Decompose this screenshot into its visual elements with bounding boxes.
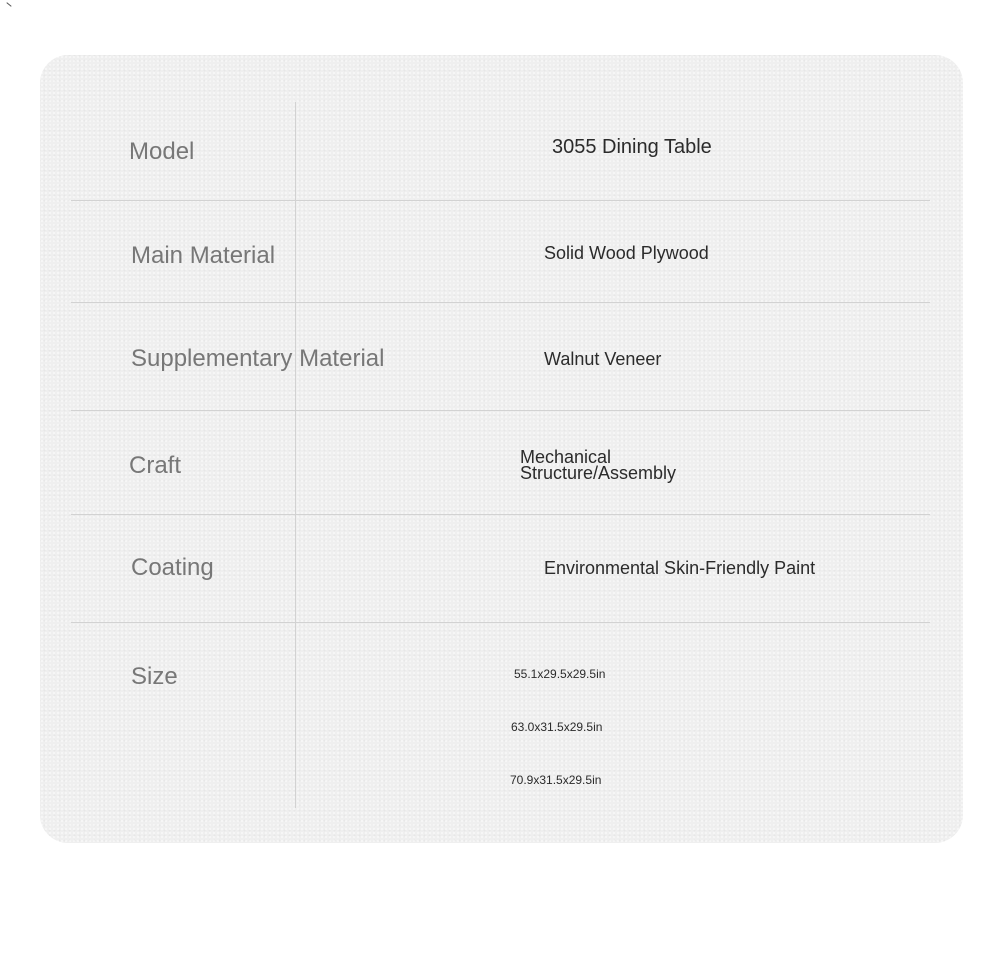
size-label: Size	[131, 663, 178, 690]
row-divider	[71, 302, 930, 303]
size-option: 63.0x31.5x29.5in	[511, 720, 603, 734]
coating-value: Environmental Skin-Friendly Paint	[544, 558, 816, 578]
craft-value	[520, 449, 676, 481]
supplementary-material-label: Supplementary Material	[131, 345, 385, 372]
row-divider	[71, 410, 930, 411]
coating-label: Coating	[131, 554, 214, 581]
corner-tick-mark	[6, 2, 11, 7]
spec-card	[40, 55, 963, 843]
main-material-value: Solid Wood Plywood	[544, 243, 709, 263]
craft-value-line-1: Mechanical	[520, 447, 612, 467]
column-divider	[295, 102, 296, 808]
row-divider	[71, 514, 930, 515]
model-label: Model	[129, 138, 195, 165]
size-option: 70.9x31.5x29.5in	[510, 773, 602, 787]
main-material-label: Main Material	[131, 242, 276, 269]
craft-value-line-2: Structure/Assembly	[520, 463, 677, 483]
size-option: 55.1x29.5x29.5in	[514, 667, 606, 681]
model-value: 3055 Dining Table	[552, 136, 712, 158]
row-divider	[71, 622, 930, 623]
craft-label: Craft	[129, 452, 182, 479]
row-divider	[71, 200, 930, 201]
supplementary-material-value: Walnut Veneer	[544, 349, 662, 369]
